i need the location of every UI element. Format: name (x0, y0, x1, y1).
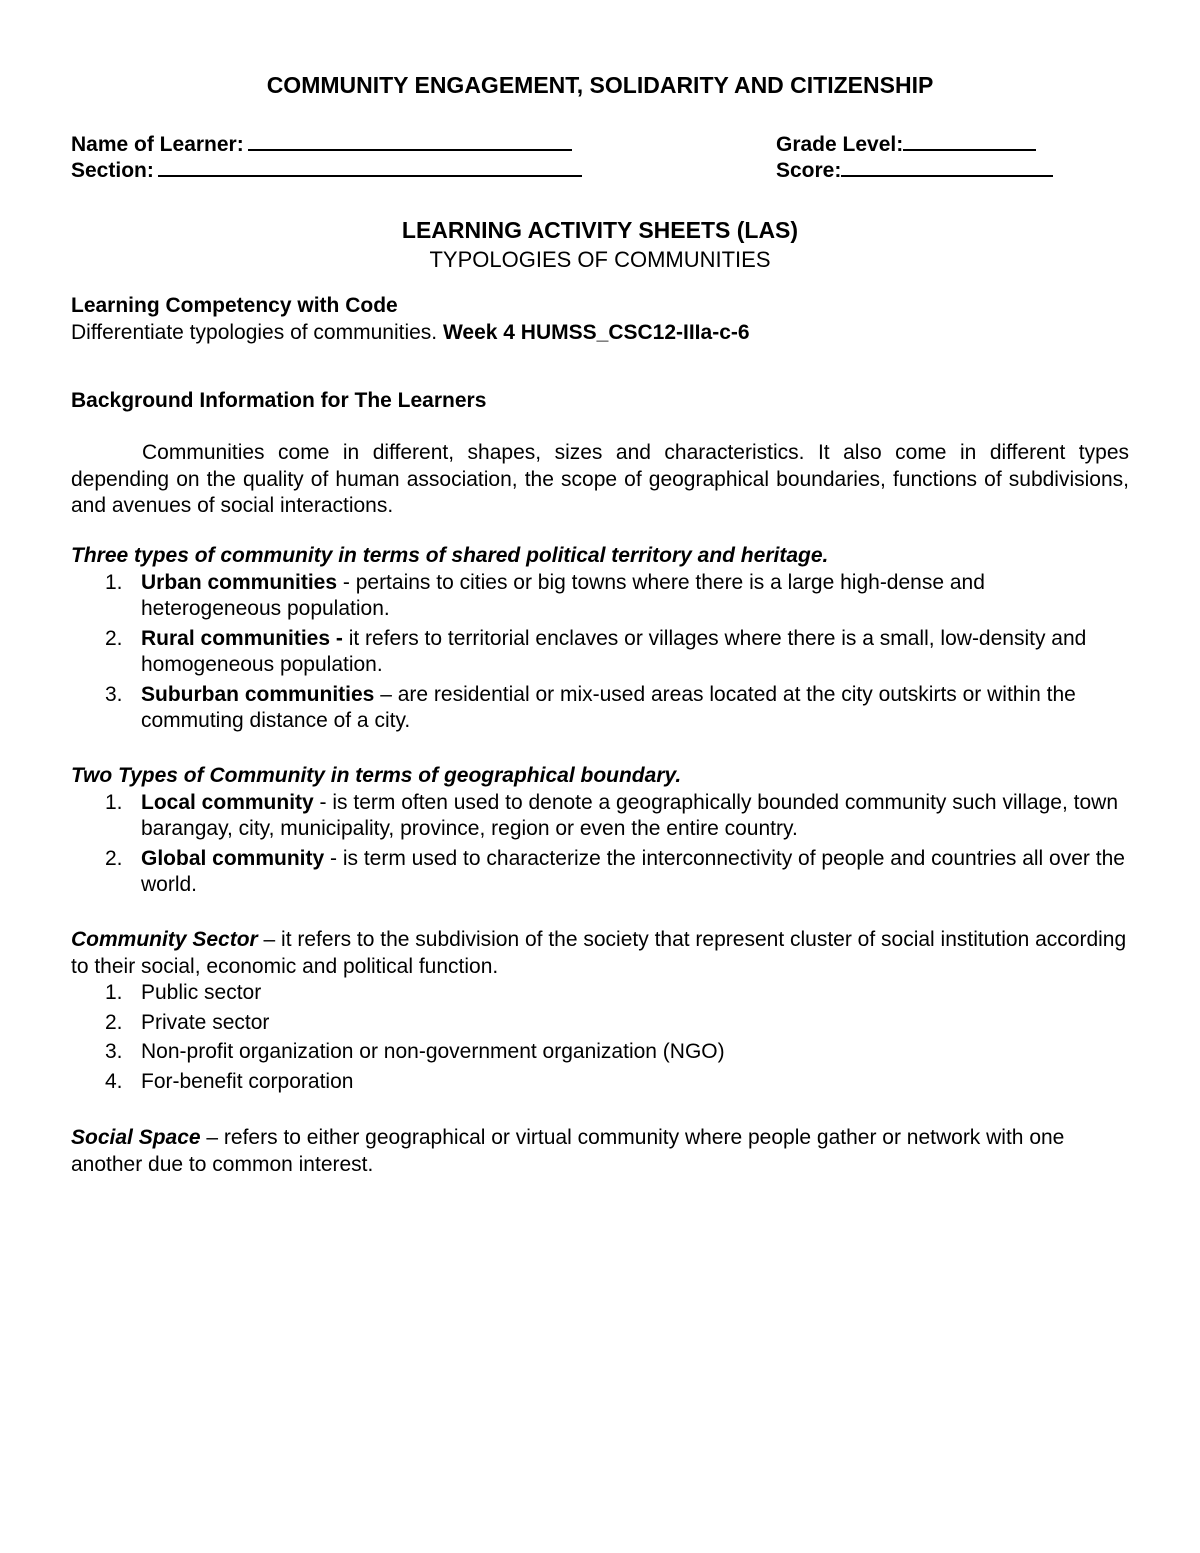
definition-global: - is term used to characterize the interconnectivity of people and countries all over the world. (141, 846, 1125, 896)
term-global: Global community (141, 846, 325, 870)
list-number: 1. (105, 790, 123, 814)
list-item (71, 1069, 1129, 1096)
sector-definition (71, 927, 1129, 980)
sector-section (71, 927, 1129, 1098)
term-social-space: Social Space (71, 1126, 201, 1149)
sector-item-text: Public sector (141, 981, 262, 1004)
term-suburban: Suburban communities (141, 682, 375, 706)
social-space-definition (71, 1125, 1129, 1178)
list-number: 1. (105, 981, 123, 1004)
las-title: LEARNING ACTIVITY SHEETS (LAS) (401, 217, 799, 243)
section-blank[interactable] (158, 157, 582, 177)
document-title: COMMUNITY ENGAGEMENT, SOLIDARITY AND CITIZENSHIP (266, 72, 934, 98)
political-heading: Three types of community in terms of shared political territory and heritage. (71, 544, 829, 567)
competency-code: Week 4 HUMSS_CSC12-IIIa-c-6 (442, 320, 750, 344)
definition-local: - is term often used to denote a geographically bounded community such village, town barangay, city, municipality, province, region or even the entire country. (141, 790, 1118, 840)
grade-level-field[interactable] (776, 131, 1036, 157)
political-list (71, 570, 1129, 735)
definition-social-space: – refers to either geographical or virtual community where people gather or network with one another due to common interest. (71, 1126, 1065, 1176)
geographical-heading: Two Types of Community in terms of geographical boundary. (71, 764, 682, 787)
list-number: 2. (105, 846, 123, 870)
list-item (71, 980, 1129, 1007)
list-number: 1. (105, 570, 123, 594)
definition-rural: it refers to territorial enclaves or villages where there is a small, low-density and homogeneous population. (141, 626, 1087, 676)
grade-level-blank[interactable] (903, 131, 1036, 151)
list-item (71, 570, 1129, 623)
competency-description: Differentiate typologies of communities. (71, 320, 438, 344)
section-label: Section: (71, 159, 154, 182)
definition-urban: - pertains to cities or big towns where there is a large high-dense and heterogeneous population. (141, 570, 985, 620)
sector-item-text: For-benefit corporation (141, 1069, 354, 1093)
sector-item-text: Private sector (141, 1010, 270, 1034)
definition-suburban: – are residential or mix-used areas located at the city outskirts or within the commuting distance of a city. (141, 682, 1076, 732)
list-item (71, 682, 1129, 735)
term-community-sector: Community Sector (71, 928, 258, 951)
competency-section (71, 293, 1129, 346)
political-section (71, 543, 1129, 738)
list-item (71, 790, 1129, 843)
geographical-section (71, 763, 1129, 902)
list-number: 3. (105, 682, 123, 706)
term-local: Local community (141, 790, 314, 814)
name-of-learner-blank[interactable] (248, 131, 572, 151)
list-item (71, 846, 1129, 899)
list-item (71, 1039, 1129, 1066)
competency-heading: Learning Competency with Code (71, 294, 398, 317)
sector-item-text: Non-profit organization or non-government organization (NGO) (141, 1040, 725, 1063)
grade-level-label: Grade Level: (776, 133, 904, 156)
geographical-list (71, 790, 1129, 899)
background-paragraph: Communities come in different, shapes, sizes and characteristics. It also come in different types depending on the quality of human association, the scope of geographical boundaries, functions of subdivisions, and avenues of social interactions. (71, 441, 1129, 517)
score-blank[interactable] (841, 157, 1053, 177)
definition-community-sector: – it refers to the subdivision of the society that represent cluster of social institution according to their social, economic and political function. (71, 928, 1127, 978)
list-number: 4. (105, 1069, 123, 1093)
background-heading: Background Information for The Learners (71, 389, 487, 412)
list-number: 2. (105, 626, 123, 650)
score-field[interactable] (776, 157, 1053, 183)
competency-text (71, 320, 1129, 347)
name-of-learner-field[interactable] (71, 131, 572, 157)
name-of-learner-label: Name of Learner: (71, 133, 244, 156)
list-number: 3. (105, 1040, 123, 1063)
score-label: Score: (776, 159, 842, 182)
list-item (71, 626, 1129, 679)
term-rural: Rural communities - (141, 626, 343, 650)
list-item (71, 1010, 1129, 1037)
sector-list (71, 980, 1129, 1095)
section-field[interactable] (71, 157, 582, 183)
las-subtitle: TYPOLOGIES OF COMMUNITIES (429, 247, 771, 272)
term-urban: Urban communities (141, 570, 338, 594)
list-number: 2. (105, 1010, 123, 1034)
